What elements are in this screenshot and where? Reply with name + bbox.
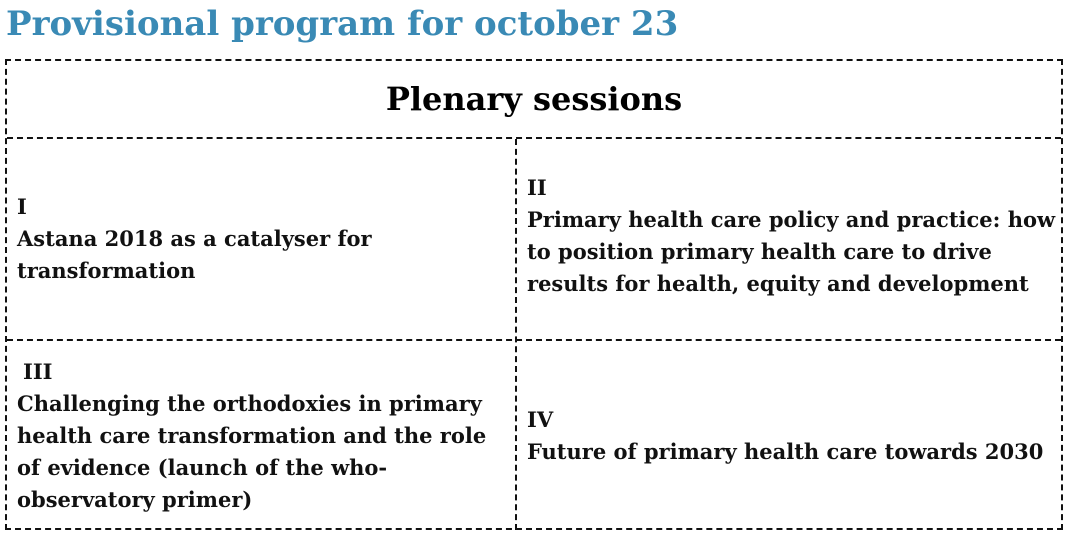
session-cell-2 <box>527 141 1057 337</box>
session-numeral: I <box>17 194 27 219</box>
table-header <box>7 61 1061 139</box>
session-cell-1 <box>17 141 507 337</box>
session-numeral: II <box>527 175 547 200</box>
program-table <box>5 59 1063 530</box>
session-title: Astana 2018 as a catalyser for transformation <box>17 226 372 283</box>
session-title: Future of primary health care towards 2030 <box>527 438 1044 464</box>
row-divider <box>7 339 1061 341</box>
session-title: Challenging the orthodoxies in primary health care transformation and the role of evidence (launch of the who-observatory primer) <box>17 390 487 512</box>
table-heading: Plenary sessions <box>385 80 683 118</box>
session-cell-3 <box>17 343 507 528</box>
page-title: Provisional program for october 23 <box>6 4 679 44</box>
column-divider <box>515 139 517 530</box>
session-cell-4 <box>527 343 1057 528</box>
session-numeral: IV <box>527 406 554 432</box>
session-numeral: III <box>23 358 53 384</box>
session-title: Primary health care policy and practice: how to position primary health care to drive results for health, equity and development <box>527 207 1056 296</box>
